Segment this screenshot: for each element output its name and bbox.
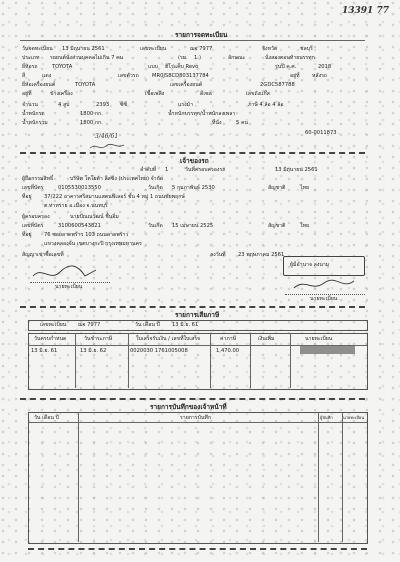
- reg-value: ชลบุรี: [300, 46, 313, 52]
- owner-value: 3100600543821: [58, 223, 101, 229]
- owner-label: ที่อยู่: [22, 194, 32, 200]
- reg-label: น้ำหนักบรรทุก/น้ำหนักลงเพลา: [168, 111, 236, 117]
- officer-col-header: วัน เดือน ปี: [34, 415, 59, 421]
- owner-label: ลงวันที่: [210, 252, 226, 258]
- officer-col-header: ผู้บันทึก: [320, 415, 333, 420]
- reg-label: วันจดทะเบียน: [22, 46, 53, 52]
- reg-value: ภาษี 4 ล้อ 4 ล้อ: [248, 102, 284, 108]
- initials-scribble: [88, 142, 128, 152]
- owner-label: สัญชาติ: [268, 185, 286, 191]
- reg-value: 2GDC587788: [260, 82, 295, 88]
- registration-title: รายการจดทะเบียน: [175, 31, 228, 39]
- owner-value: 23 พฤษภาคม 2561: [238, 252, 285, 258]
- owner-value: ไทย: [300, 185, 310, 191]
- reg-value: TOYOTA: [52, 64, 73, 70]
- reg-label: เลขถังแก๊ส: [246, 91, 270, 97]
- reg-label: อยู่ที่: [290, 73, 300, 79]
- registrar-signature: [30, 262, 100, 284]
- owner-label: วันที่ครอบครองรถ: [185, 167, 226, 173]
- tax-col-header: วันครบกำหนด: [34, 336, 67, 342]
- tax-col-header: ค่าภาษี: [220, 336, 237, 342]
- tax-date-label: วัน เดือน ปี: [135, 322, 160, 328]
- reg-label: แรงม้า: [178, 102, 193, 108]
- signature-label-2: นายทะเบียน: [310, 296, 338, 302]
- reg-label: จำนวน: [22, 102, 38, 108]
- tax-cell-tax: 1,470.00: [216, 348, 240, 354]
- owner-value: 5 กุมภาพันธ์ 2530: [172, 185, 215, 191]
- owner-value: 37/222 อาคารศรีสมานแสตนฟีเลอร์ ชั้น 4 หมู่ 1 ถนนชัยพฤกษ์: [44, 194, 185, 200]
- reg-label: น้ำหนักรถ: [22, 111, 45, 117]
- owner-label: สัญญาเช่าซื้อเลขที่: [22, 252, 64, 258]
- reg-value: รถยนต์นั่งส่วนบุคคลไม่เกิน 7 คน: [50, 55, 124, 61]
- owner-label: ผู้ถือกรรมสิทธิ์: [22, 176, 54, 182]
- reg-value: ฮีโร่แค็บ Revo: [165, 64, 199, 70]
- reg-label: (รย.: [178, 55, 188, 61]
- owner-value: 13 มิถุนายน 2561: [275, 167, 318, 173]
- owner-value: แขวงคลองจั่น เขตบางกะปิ กรุงเทพมหานคร: [44, 241, 142, 247]
- tax-cell-due: 13 มิ.ย. 61: [31, 348, 58, 354]
- reg-value: นั่งสองตอนท้ายบรรทุก: [265, 55, 315, 61]
- reg-value: ดีเซล: [200, 91, 212, 97]
- reg-label: น้ำหนักรวม: [22, 120, 48, 126]
- reg-value: ฌจ 7977: [190, 46, 213, 52]
- officer-stamp-mark: [300, 346, 355, 354]
- stamp-text: ผู้มีอำนาจ ลงนาม: [290, 262, 330, 268]
- owner-value: ต.ท่าทราย อ.เมือง จ.นนทบุรี: [44, 203, 108, 209]
- tax-date: 13 มิ.ย. 61: [172, 322, 199, 328]
- officer-col-header: นายทะเบียน: [343, 415, 365, 420]
- tax-col-header: ใบเสร็จรับเงิน / เลขที่ใบเสร็จ: [136, 336, 201, 342]
- owner-label: เลขที่บัตร: [22, 185, 44, 191]
- officer-col-header: รายการบันทึก: [180, 415, 211, 421]
- page-number: 13391 77: [342, 6, 389, 16]
- reg-label: 2393: [96, 102, 110, 108]
- reg-value: 5 คน: [236, 120, 248, 126]
- reg-label: จังหวัด: [262, 46, 278, 52]
- reg-value: MR0JS8CD803137784: [152, 73, 209, 79]
- reg-label: เลขเครื่องยนต์: [170, 82, 203, 88]
- reg-value: แดง: [42, 73, 52, 79]
- reg-value: 2018: [318, 64, 332, 70]
- reg-value: หลังรถ: [312, 73, 328, 79]
- officer-title: รายการบันทึกของเจ้าหน้าที่: [150, 403, 227, 411]
- owner-value: บริษัท โตโยต้า ลีสซิ่ง (ประเทศไทย) จำกัด: [70, 176, 164, 182]
- owner-label: ที่อยู่: [22, 232, 32, 238]
- tax-cell-receipt: 0020030 1761005008: [130, 348, 188, 354]
- owner-value: 15 เมษายน 2525: [172, 223, 214, 229]
- reg-value: ข้างเครื่อง: [50, 91, 73, 97]
- tax-plate-label: เลขทะเบียน: [40, 322, 67, 328]
- tax-cell-paid: 13 มิ.ย. 62: [80, 348, 107, 354]
- reg-label: ลักษณะ: [228, 55, 246, 61]
- owner-label: ผู้ครอบครอง: [22, 214, 50, 220]
- reg-label: เลขทะเบียน: [140, 46, 167, 52]
- owner-value: 0105530013550: [58, 185, 101, 191]
- reg-label: ประเภท: [22, 55, 40, 61]
- tax-col-header: เงินเพิ่ม: [258, 336, 275, 342]
- reg-label: เลขตัวรถ: [118, 73, 139, 79]
- owner-label: สัญชาติ: [268, 223, 286, 229]
- reg-label: อยู่ที่: [22, 91, 32, 97]
- tax-col-header: นายทะเบียน: [305, 336, 333, 342]
- reg-label: แบบ: [148, 64, 158, 70]
- reg-label: ยี่ห้อรถ: [22, 64, 38, 70]
- owner-value: ไทย: [300, 223, 310, 229]
- officer-table: [28, 412, 368, 544]
- tax-plate: ฌจ 7977: [78, 322, 101, 328]
- reg-label: สี: [22, 73, 26, 79]
- owner-label: วันเกิด: [148, 185, 163, 191]
- owner-value: นายปัณณวัฒน์ ชื่นอิ่ม: [70, 214, 119, 220]
- reg-value: ซีซี: [120, 102, 128, 108]
- owner-value: 1: [165, 167, 169, 173]
- reg-label: ยี่ห้อเครื่องยนต์: [22, 82, 56, 88]
- owner-value: 76 ซอยลาดพร้าว 103 ถนนลาดพร้าว: [44, 232, 129, 238]
- owner-title: เจ้าของรถ: [180, 157, 209, 165]
- reg-label: ที่นั่ง: [212, 120, 222, 126]
- reg-value: 1 ): [194, 55, 201, 61]
- owner-label: เลขที่บัตร: [22, 223, 44, 229]
- signature-label: นายทะเบียน: [55, 284, 83, 290]
- handwritten-note: 3/46/61: [95, 133, 119, 140]
- reg-value: 4 สูบ: [58, 102, 70, 108]
- reg-value: 13 มิถุนายน 2561: [62, 46, 105, 52]
- reference-number: 60-0011873 .: [305, 130, 340, 136]
- reg-value: TOYOTA: [75, 82, 96, 88]
- reg-label: รุ่นปี ค.ศ.: [275, 64, 297, 70]
- officer-signature: [290, 276, 360, 294]
- reg-value: 1800 กก.: [80, 111, 103, 117]
- tax-col-header: วันชำระภาษี: [84, 336, 113, 342]
- reg-value: 1800 กก.: [80, 120, 103, 126]
- tax-title: รายการเสียภาษี: [175, 311, 220, 319]
- owner-label: ลำดับที่: [140, 167, 157, 173]
- owner-label: วันเกิด: [148, 223, 163, 229]
- reg-label: เชื้อเพลิง: [145, 91, 165, 97]
